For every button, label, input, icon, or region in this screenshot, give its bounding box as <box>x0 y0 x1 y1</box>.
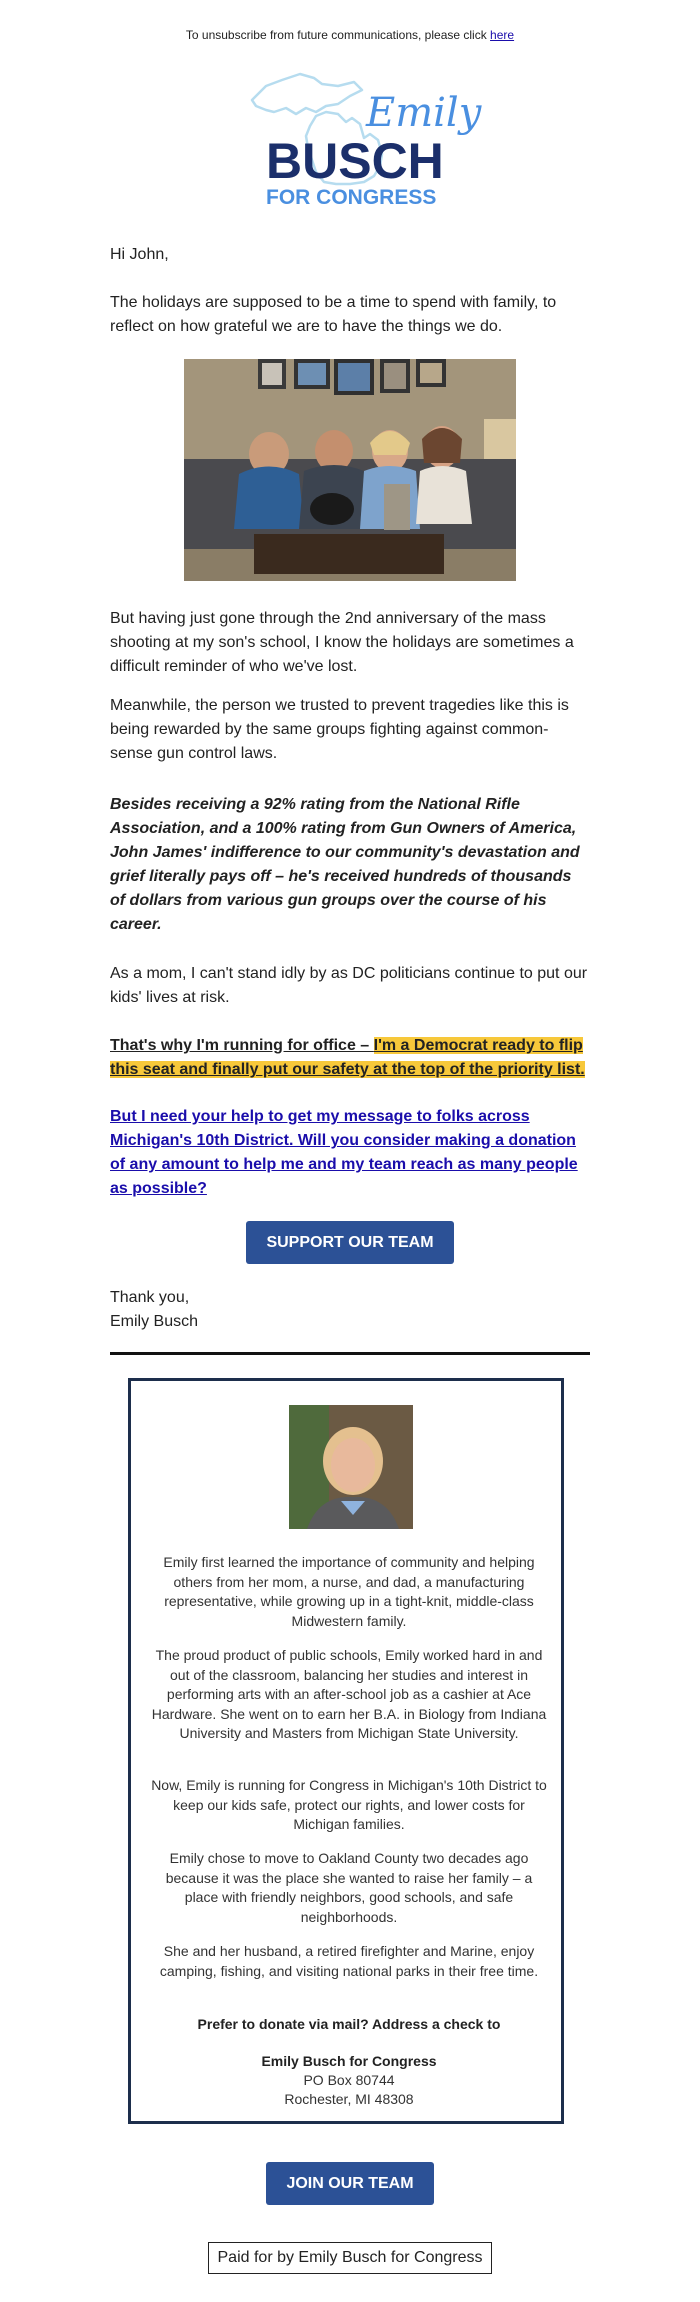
logo-tagline: FOR CONGRESS <box>266 186 437 209</box>
unsubscribe-link[interactable]: here <box>490 28 515 42</box>
bio-paragraph-5: She and her husband, a retired firefighter and Marine, enjoy camping, fishing, and visiting national parks in their free time. <box>159 1943 539 1979</box>
bio-paragraph-4: Emily chose to move to Oakland County two decades ago because it was the place she wanted to raise her family – a place with friendly neighbors, good schools, and safe neighborhoods. <box>165 1850 533 1925</box>
why-running-paragraph <box>110 1034 590 1082</box>
greeting: Hi John, <box>110 246 169 263</box>
family-photo <box>184 359 516 581</box>
logo-first-name: Emily <box>366 90 482 136</box>
bio-paragraph-1: Emily first learned the importance of community and helping others from her mom, a nurse, and dad, a manufacturing representative, while growing up in a tight-knit, middle-class Midwestern family. <box>163 1554 535 1629</box>
mailing-address-line-1: PO Box 80744 <box>303 2072 395 2088</box>
paragraph-4-ratings: Besides receiving a 92% rating from the National Rifle Association, and a 100% rating from Gun Owners of America, John James' indifference to our community's devastation and grief literally pays off – he's received hundreds of thousands of dollars from various gun groups over the course of his career. <box>110 796 580 933</box>
campaign-logo <box>246 68 482 214</box>
bio-paragraph-3: Now, Emily is running for Congress in Michigan's 10th District to keep our kids safe, protect our rights, and lower costs for Michigan families. <box>151 1777 547 1832</box>
paragraph-3: Meanwhile, the person we trusted to prevent tragedies like this is being rewarded by the same groups fighting against common-sense gun control laws. <box>110 697 569 762</box>
why-running-highlight: I'm a Democrat ready to flip this seat and finally put our safety at the top of the priority list. <box>110 1037 585 1078</box>
unsubscribe-text: To unsubscribe from future communications, please click <box>185 28 491 42</box>
divider <box>110 1352 590 1355</box>
mailing-address-line-2: Rochester, MI 48308 <box>284 2091 414 2107</box>
candidate-headshot <box>289 1405 413 1529</box>
paragraph-2: But having just gone through the 2nd anniversary of the mass shooting at my son's school, I know the holidays are sometimes a difficult reminder of who we've lost. <box>110 610 574 675</box>
signoff: Thank you, <box>110 1289 190 1306</box>
logo-last-name: BUSCH <box>266 133 444 189</box>
unsubscribe-line <box>0 28 700 42</box>
campaign-logo-graphic <box>246 68 482 214</box>
paragraph-5: As a mom, I can't stand idly by as DC politicians continue to put our kids' lives at risk. <box>110 965 588 1006</box>
mailing-address-name: Emily Busch for Congress <box>261 2053 437 2069</box>
bio-box <box>128 1378 564 2124</box>
signature: Emily Busch <box>110 1313 199 1330</box>
why-running-lead: That's why I'm running for office – <box>110 1037 374 1054</box>
join-our-team-button[interactable]: JOIN OUR TEAM <box>266 2162 434 2205</box>
mail-donation-heading: Prefer to donate via mail? Address a check to <box>197 2016 501 2032</box>
donate-paragraph <box>110 1105 590 1201</box>
donate-link[interactable]: But I need your help to get my message to folks across Michigan's 10th District. Will you consider making a donation of any amount to help me and my team reach as many people as possible? <box>110 1108 578 1197</box>
bio-paragraph-2: The proud product of public schools, Emily worked hard in and out of the classroom, balancing her studies and interest in performing arts with an after-school job as a cashier at Ace Hardware. She went on to earn her B.A. in Biology from Indiana University and Masters from Michigan State University. <box>151 1647 547 1741</box>
paid-for-disclaimer: Paid for by Emily Busch for Congress <box>208 2242 492 2274</box>
support-our-team-button[interactable]: SUPPORT OUR TEAM <box>246 1221 454 1264</box>
paragraph-1: The holidays are supposed to be a time to spend with family, to reflect on how grateful we are to have the things we do. <box>110 294 557 335</box>
